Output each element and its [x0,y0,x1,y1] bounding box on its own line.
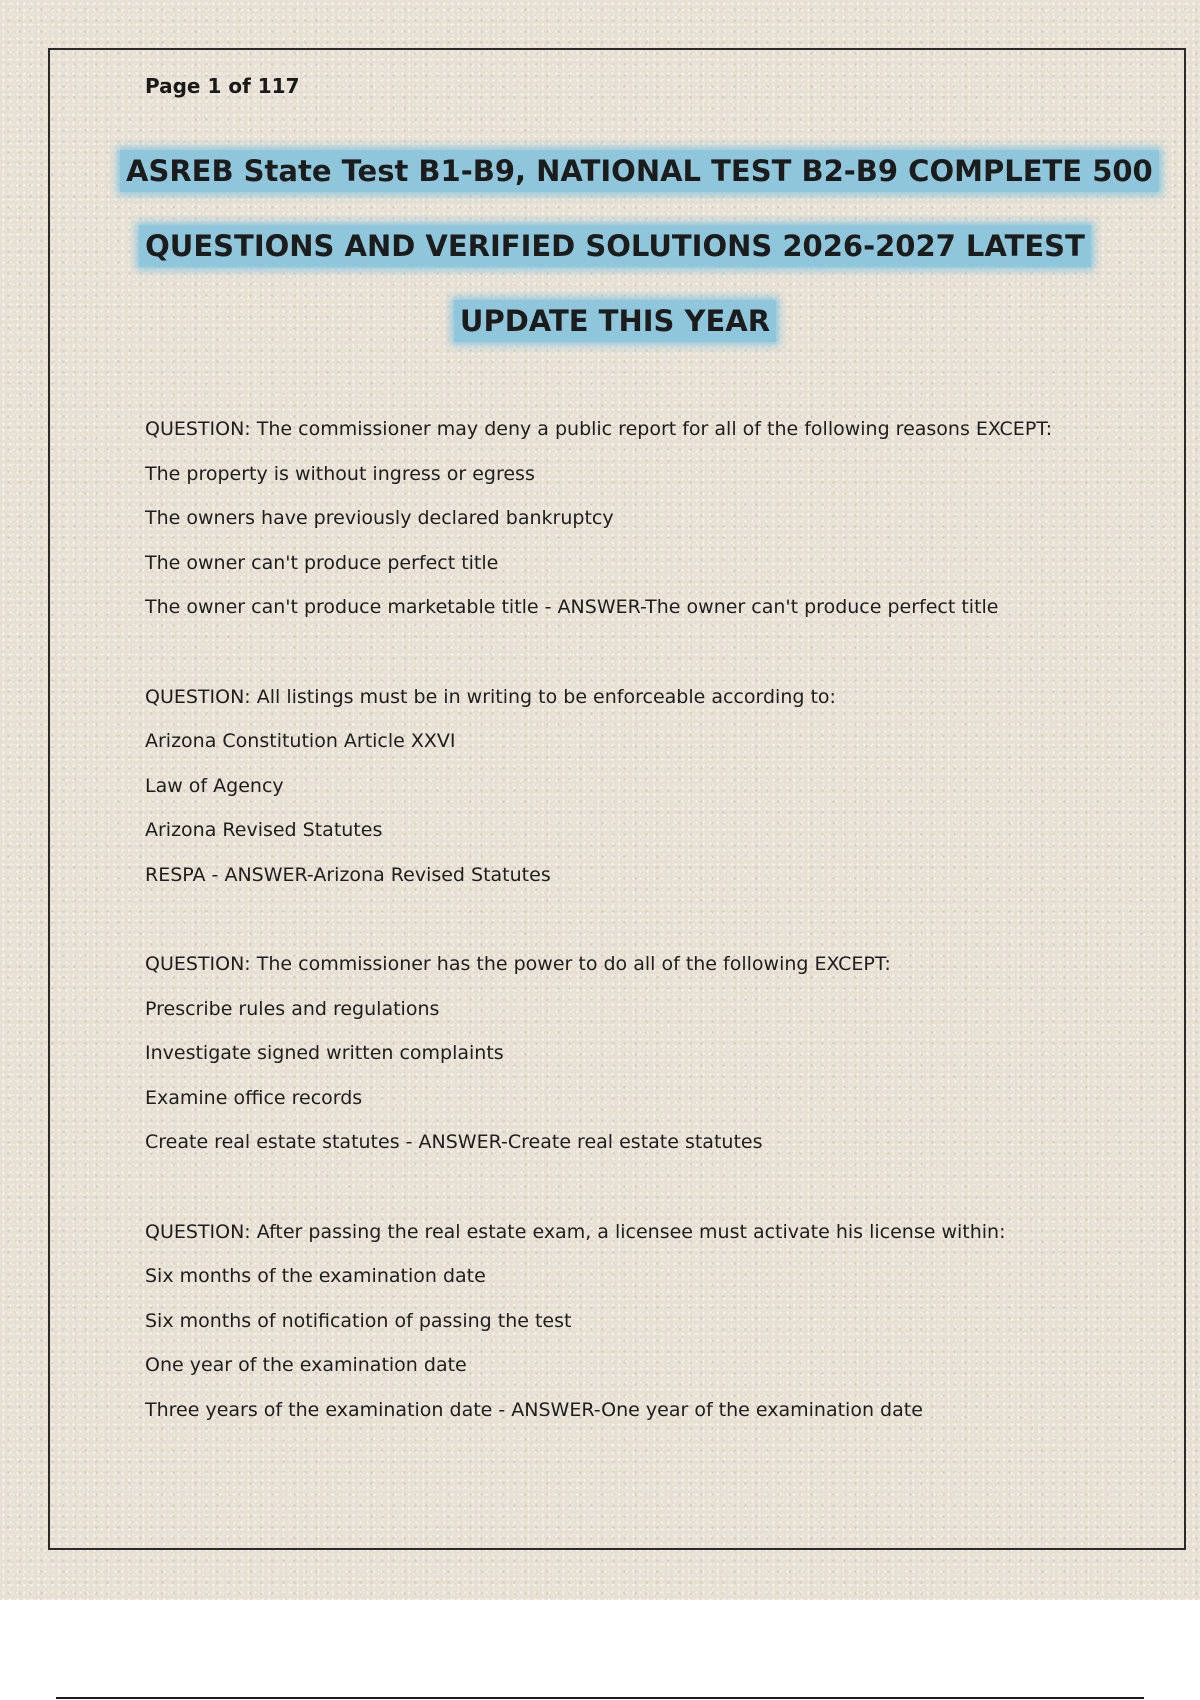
question-block [145,681,1145,904]
question-block [145,413,1145,636]
question-list [145,413,1145,1483]
answer-option: Law of Agency [145,774,284,797]
answer-option: The property is without ingress or egress [145,462,535,485]
title-line-3: UPDATE THIS YEAR [454,300,776,342]
answer-option-with-answer: Three years of the examination date - ANSWER-One year of the examination date [145,1398,923,1421]
answer-option: Arizona Revised Statutes [145,819,383,841]
answer-option: Six months of notification of passing the test [145,1309,572,1332]
page-number: Page 1 of 117 [145,74,300,98]
answer-option: Investigate signed written complaints [145,1042,504,1064]
question-text: QUESTION: All listings must be in writing to be enforceable according to: [145,685,836,708]
question-text: QUESTION: The commissioner may deny a public report for all of the following reasons EXCEPT: [145,418,1053,440]
question-block [145,948,1145,1171]
question-block [145,1216,1145,1439]
page-divider-line [56,1697,1144,1699]
answer-option: Examine office records [145,1086,363,1109]
answer-option: The owners have previously declared bankruptcy [145,507,614,529]
question-text: QUESTION: After passing the real estate exam, a licensee must activate his license within: [145,1220,1006,1243]
answer-option: The owner can't produce perfect title [145,551,499,574]
question-text: QUESTION: The commissioner has the power to do all of the following EXCEPT: [145,953,891,975]
answer-option: Six months of the examination date [145,1265,486,1287]
answer-option-with-answer: RESPA - ANSWER-Arizona Revised Statutes [145,863,551,886]
title-line-1: ASREB State Test B1-B9, NATIONAL TEST B2-B9 COMPLETE 500 [120,150,1159,192]
answer-option: Prescribe rules and regulations [145,997,440,1020]
document-title [120,150,1153,375]
title-line-2: QUESTIONS AND VERIFIED SOLUTIONS 2026-2027 LATEST [139,225,1091,267]
answer-option-with-answer: The owner can't produce marketable title - ANSWER-The owner can't produce perfect title [145,596,999,618]
answer-option-with-answer: Create real estate statutes - ANSWER-Create real estate statutes [145,1131,763,1153]
answer-option: One year of the examination date [145,1354,467,1376]
answer-option: Arizona Constitution Article XXVI [145,730,456,752]
